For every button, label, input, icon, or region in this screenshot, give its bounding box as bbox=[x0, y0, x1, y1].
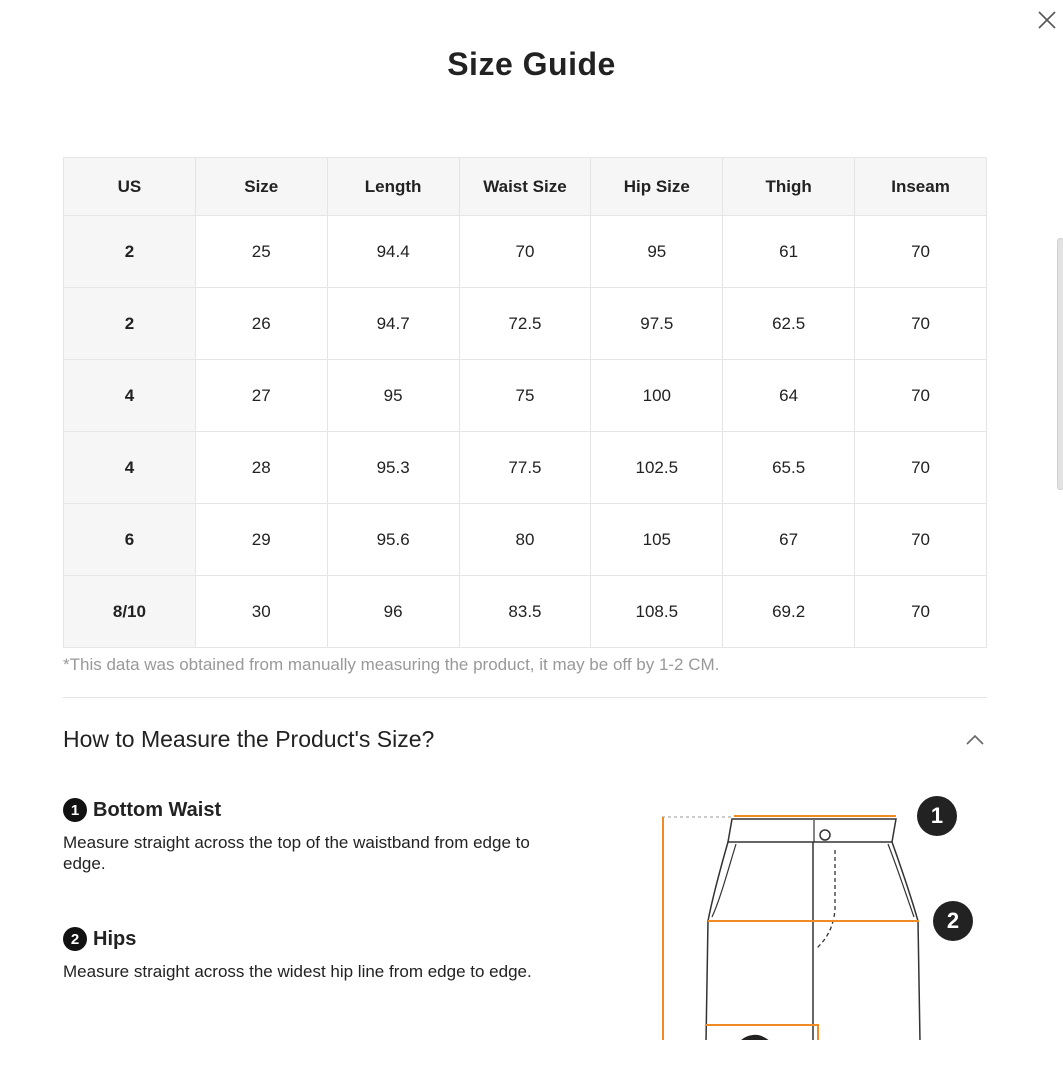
size-table bbox=[63, 157, 987, 648]
table-cell: 61 bbox=[723, 216, 855, 288]
table-cell: 80 bbox=[459, 504, 591, 576]
step-heading bbox=[63, 927, 533, 951]
table-cell: 75 bbox=[459, 360, 591, 432]
table-cell: 6 bbox=[64, 504, 196, 576]
table-cell: 95 bbox=[327, 360, 459, 432]
divider bbox=[63, 697, 987, 698]
table-cell: 95 bbox=[591, 216, 723, 288]
table-cell: 96 bbox=[327, 576, 459, 648]
measure-section-title[interactable]: How to Measure the Product's Size? bbox=[63, 726, 435, 752]
column-header-hip-size: Hip Size bbox=[591, 158, 723, 216]
table-cell: 28 bbox=[195, 432, 327, 504]
table-cell: 62.5 bbox=[723, 288, 855, 360]
table-cell: 70 bbox=[855, 216, 987, 288]
table-cell: 64 bbox=[723, 360, 855, 432]
column-header-inseam: Inseam bbox=[855, 158, 987, 216]
measure-step-bottom-waist bbox=[63, 798, 533, 874]
scrollbar[interactable] bbox=[1057, 238, 1063, 1048]
table-cell: 25 bbox=[195, 216, 327, 288]
table-cell: 67 bbox=[723, 504, 855, 576]
table-cell: 70 bbox=[459, 216, 591, 288]
column-header-us: US bbox=[64, 158, 196, 216]
column-header-length: Length bbox=[327, 158, 459, 216]
table-cell: 70 bbox=[855, 432, 987, 504]
close-button[interactable] bbox=[1036, 9, 1058, 31]
table-cell: 4 bbox=[64, 432, 196, 504]
step-heading bbox=[63, 798, 533, 822]
waistband bbox=[728, 819, 896, 842]
table-cell: 95.6 bbox=[327, 504, 459, 576]
step-description: Measure straight across the top of the waistband from edge to edge. bbox=[63, 833, 530, 873]
table-row bbox=[64, 288, 987, 360]
table-cell: 94.4 bbox=[327, 216, 459, 288]
marker-1-icon bbox=[917, 796, 957, 836]
table-cell: 2 bbox=[64, 216, 196, 288]
column-header-waist-size: Waist Size bbox=[459, 158, 591, 216]
column-header-thigh: Thigh bbox=[723, 158, 855, 216]
step-title: Bottom Waist bbox=[93, 798, 222, 821]
table-cell: 29 bbox=[195, 504, 327, 576]
close-icon[interactable] bbox=[1036, 9, 1058, 31]
table-cell: 94.7 bbox=[327, 288, 459, 360]
step-number-badge: 1 bbox=[63, 798, 87, 822]
svg-text:2: 2 bbox=[946, 908, 960, 933]
scrollbar-thumb[interactable] bbox=[1057, 238, 1063, 490]
table-cell: 26 bbox=[195, 288, 327, 360]
table-cell: 83.5 bbox=[459, 576, 591, 648]
table-cell: 95.3 bbox=[327, 432, 459, 504]
table-cell: 70 bbox=[855, 360, 987, 432]
table-cell: 105 bbox=[591, 504, 723, 576]
measurement-note: *This data was obtained from manually measuring the product, it may be off by 1-2 CM. bbox=[63, 655, 720, 674]
table-cell: 70 bbox=[855, 288, 987, 360]
step-title: Hips bbox=[93, 927, 137, 950]
table-cell: 72.5 bbox=[459, 288, 591, 360]
table-cell: 70 bbox=[855, 576, 987, 648]
table-cell: 27 bbox=[195, 360, 327, 432]
button-icon bbox=[820, 830, 830, 840]
table-row bbox=[64, 504, 987, 576]
step-description: Measure straight across the widest hip line from edge to edge. bbox=[63, 962, 532, 981]
table-row bbox=[64, 216, 987, 288]
chevron-up-icon[interactable] bbox=[963, 731, 987, 749]
marker-2-icon bbox=[933, 901, 973, 941]
table-cell: 100 bbox=[591, 360, 723, 432]
table-cell: 69.2 bbox=[723, 576, 855, 648]
pants-diagram-image bbox=[640, 790, 1000, 1040]
step-number-badge: 2 bbox=[63, 927, 87, 951]
table-cell: 8/10 bbox=[64, 576, 196, 648]
table-row bbox=[64, 360, 987, 432]
page-title: Size Guide bbox=[447, 46, 616, 82]
table-cell: 97.5 bbox=[591, 288, 723, 360]
table-cell: 30 bbox=[195, 576, 327, 648]
collapse-toggle-button[interactable] bbox=[963, 731, 987, 749]
table-cell: 102.5 bbox=[591, 432, 723, 504]
table-cell: 108.5 bbox=[591, 576, 723, 648]
pants-measurement-diagram bbox=[640, 790, 1000, 1040]
table-header-row bbox=[64, 158, 987, 216]
svg-text:1: 1 bbox=[930, 803, 944, 828]
table-cell: 2 bbox=[64, 288, 196, 360]
table-cell: 77.5 bbox=[459, 432, 591, 504]
table-row bbox=[64, 432, 987, 504]
table-cell: 70 bbox=[855, 504, 987, 576]
table-row bbox=[64, 576, 987, 648]
table-cell: 4 bbox=[64, 360, 196, 432]
table-cell: 65.5 bbox=[723, 432, 855, 504]
measure-step-hips bbox=[63, 927, 533, 982]
column-header-size: Size bbox=[195, 158, 327, 216]
